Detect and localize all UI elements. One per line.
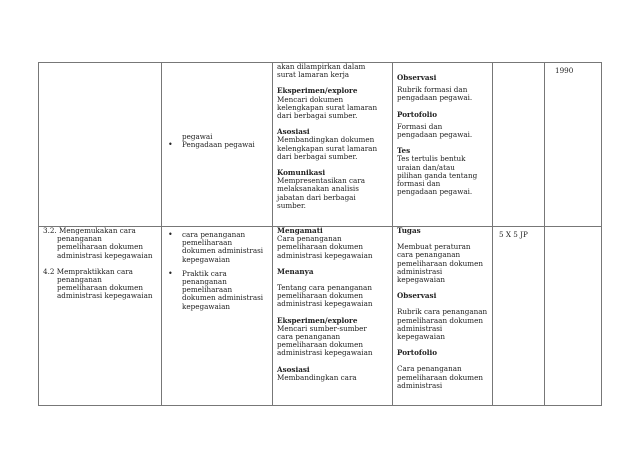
material-cell [162,63,273,227]
list-item: • Pengadaan pegawai [166,141,268,149]
material-list [166,231,268,311]
competency-text: 3.2. Mengemukakan cara penanganan pemeliharaan dokumen administrasi kepegawaian [43,226,153,260]
learning-heading: Menanya [277,266,314,276]
learning-heading: Asosiasi [277,364,310,374]
assessment-cell [393,63,493,227]
learning-cell [273,227,393,406]
learning-text: Tentang cara penanganan pemeliharaan dokumen administrasi kepegawaian [277,283,373,309]
learning-heading: Eksperimen/explore [277,86,358,96]
learning-text: Mencari sumber-sumber cara penanganan pemeliharaan dokumen administrasi kepegawaian [277,323,373,358]
assessment-text: Rubrik cara penanganan pemeliharaan dokumen administrasi kepegawaian [397,307,488,342]
list-item: • cara penanganan pemeliharaan dokumen administrasi kepegawaian [166,231,268,264]
source-cell [545,63,602,227]
time-text: 5 X 5 JP [499,230,528,239]
assessment-heading: Portofolio [397,348,438,358]
source-cell [545,227,602,406]
syllabus-table [38,62,602,406]
assessment-text: Cara penanganan pemeliharaan dokumen administrasi [397,364,483,390]
learning-text: Membandingkan dokumen kelengkapan surat lamaran dari berbagai sumber. [277,135,378,161]
material-text: pegawai [182,132,213,141]
material-list [166,141,268,149]
learning-cell [273,63,393,227]
competency-cell [39,63,162,227]
table-row [39,227,602,406]
assessment-heading: Observasi [397,73,437,82]
learning-text: Mencari dokumen kelengkapan surat lamaran dari berbagai sumber. [277,94,378,121]
learning-text: Cara penanganan pemeliharaan dokumen administrasi kepegawaian [277,234,373,260]
assessment-text: Formasi dan pengadaan pegawai. [397,121,473,140]
learning-text: akan dilampirkan dalam surat lamaran kerja [277,62,366,80]
competency-text: 4.2 Mempraktikkan cara penanganan pemeliharaan dokumen administrasi kepegawaian [43,266,153,301]
assessment-heading: Tugas [397,226,421,235]
assessment-heading: Tes [397,146,411,156]
learning-heading: Asosiasi [277,127,310,137]
assessment-text: Membuat peraturan cara penanganan pemeliharaan dokumen administrasi kepegawaian [397,242,483,285]
table-row [39,63,602,227]
time-cell [493,227,545,406]
time-cell [493,63,545,227]
source-text: 1990 [555,66,574,75]
learning-heading: Eksperimen/explore [277,315,358,325]
assessment-cell [393,227,493,406]
assessment-heading: Observasi [397,291,437,301]
learning-heading: Mengamati [277,226,323,235]
assessment-text: Tes tertulis bentuk uraian dan/atau pilihan ganda tentang formasi dan pengadaan pegawai. [397,154,478,197]
competency-cell [39,227,162,406]
material-cell [162,227,273,406]
learning-text: Mempresentasikan cara melaksanakan analisis jabatan dari berbagai sumber. [277,176,366,210]
assessment-text: Rubrik formasi dan pengadaan pegawai. [397,85,473,103]
assessment-heading: Portofolio [397,109,438,119]
learning-heading: Komunikasi [277,168,326,178]
list-item: • Praktik cara penanganan pemeliharaan dokumen administrasi kepegawaian [166,270,268,311]
learning-text: Membandingkan cara [277,372,357,382]
